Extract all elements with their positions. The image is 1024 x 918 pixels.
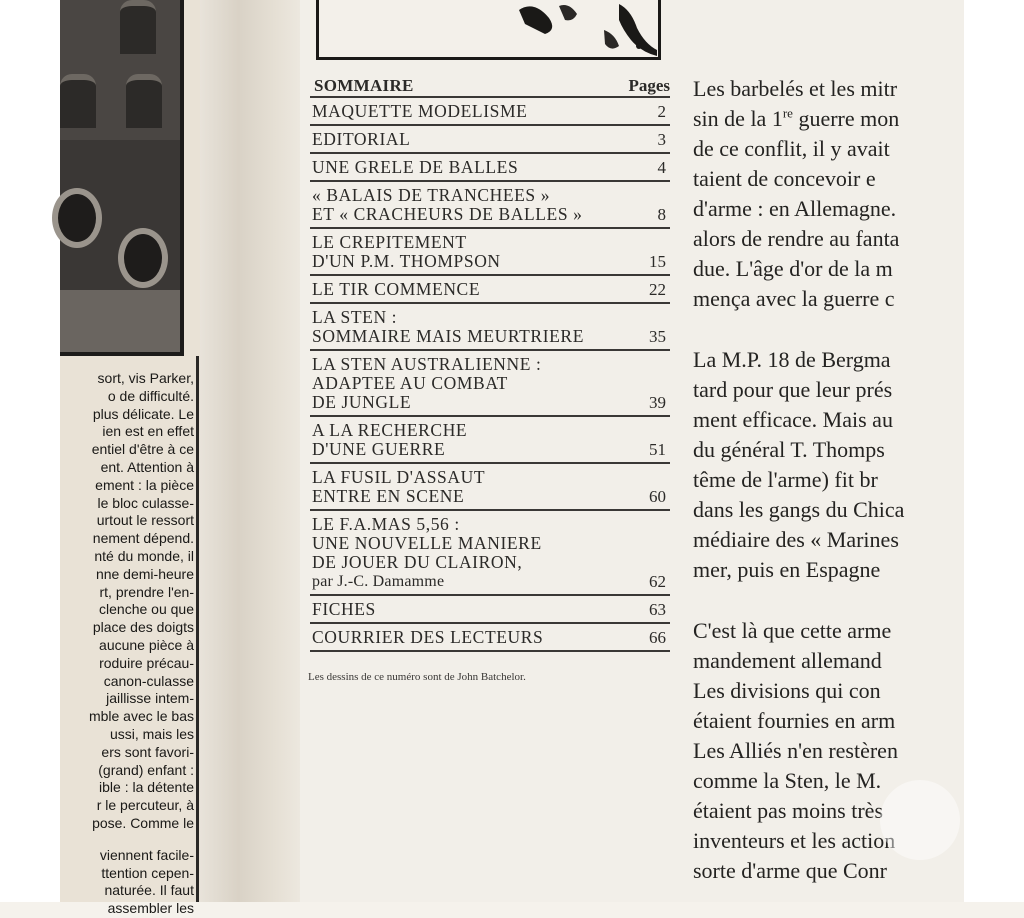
toc-entry-title: A LA RECHERCHE [312, 420, 468, 440]
left-text-line: pose. Comme le [92, 814, 194, 831]
article-line: Les Alliés n'en restèren [693, 738, 898, 763]
toc-page-number: 35 [649, 327, 666, 346]
article-line: tard pour que leur prés [693, 377, 893, 402]
toc-page-number: 22 [649, 280, 666, 299]
left-text-line: (grand) enfant : [98, 761, 194, 778]
left-text-line: ien est en effet [102, 423, 194, 440]
left-text-line: clenche ou que [99, 601, 194, 618]
road [60, 290, 182, 352]
left-text-line: ussi, mais les [109, 725, 194, 742]
article-line: étaient fournies en arm [693, 708, 896, 733]
toc-entry-title: SOMMAIRE MAIS MEURTRIERE [312, 326, 584, 346]
toc-entry [310, 98, 670, 126]
paragraph-gap [693, 314, 964, 345]
toc-entry-title: DE JOUER DU CLAIRON, [312, 552, 523, 572]
toc-entry-title: LA STEN AUSTRALIENNE : [312, 354, 542, 374]
left-text-line: sort, vis Parker, [97, 370, 194, 386]
article-line: de ce conflit, il y avait [693, 136, 890, 161]
article-line: sin de la 1re guerre mon [693, 105, 900, 131]
toc-entry-title: « BALAIS DE TRANCHEES » [312, 185, 551, 205]
article-line: du général T. Thomps [693, 437, 885, 462]
toc-title: SOMMAIRE [314, 76, 414, 95]
left-text-line: o de difficulté. [107, 387, 194, 404]
toc-entry [310, 624, 670, 652]
article-line: mer, puis en Espagne [693, 557, 881, 582]
toc-page-number: 2 [657, 102, 666, 121]
book-gutter [200, 0, 310, 902]
left-text-line: ent. Attention à [100, 458, 194, 475]
article-line-tail: guerre mon [792, 106, 900, 131]
left-text-line: rt, prendre l'en- [99, 583, 194, 600]
toc-page-number: 60 [649, 487, 666, 506]
article-line: dans les gangs du Chica [693, 497, 905, 522]
text-box-border [196, 356, 199, 902]
left-text-column [60, 370, 194, 918]
left-text-line: jaillisse intem- [106, 690, 194, 707]
toc-entry-title: ADAPTEE AU COMBAT [312, 373, 508, 393]
left-text-line: nement dépend. [92, 530, 194, 547]
watermark [880, 780, 960, 860]
article-line: C'est là que cette arme [693, 618, 892, 643]
car-wheel [52, 188, 102, 248]
left-text-line: place des doigts [92, 619, 194, 636]
toc-page-number: 15 [649, 252, 666, 271]
toc-page-number: 63 [649, 600, 666, 619]
article-line: Les barbelés et les mitr [693, 76, 898, 101]
toc-entry [310, 154, 670, 182]
toc-entry-title: EDITORIAL [312, 129, 411, 149]
left-text-line: naturée. Il faut [104, 882, 194, 899]
toc-entry-title: COURRIER DES LECTEURS [312, 627, 544, 647]
toc-entry-title: LE CREPITEMENT [312, 232, 467, 252]
left-edge [0, 0, 60, 902]
toc-entry-title: ET « CRACHEURS DE BALLES » [312, 204, 583, 224]
toc-entry [310, 304, 670, 351]
soldier-drawing [319, 0, 659, 58]
toc-entry [310, 464, 670, 511]
left-text-line: urtout le ressort [96, 512, 194, 529]
left-text-line: aucune pièce à [99, 636, 194, 653]
toc-entry-title: ENTRE EN SCENE [312, 486, 465, 506]
ordinal-superscript: re [782, 105, 793, 121]
toc-page-number: 66 [649, 628, 666, 647]
article-line: mandement allemand [693, 648, 882, 673]
left-text-line: plus délicate. Le [92, 405, 194, 422]
toc-page-number: 39 [649, 393, 666, 412]
toc-entry-title: MAQUETTE MODELISME [312, 101, 528, 121]
car-photo [60, 0, 182, 352]
left-text-line: assembler les [107, 900, 194, 917]
toc-entry [310, 126, 670, 154]
toc-entry-title: LA FUSIL D'ASSAUT [312, 467, 486, 487]
article-line: mença avec la guerre c [693, 286, 895, 311]
toc-entry [310, 276, 670, 304]
left-text-line: nne demi-heure [95, 565, 194, 582]
toc-entry-title: FICHES [312, 599, 376, 619]
left-page [60, 0, 200, 917]
article-line: ment efficace. Mais au [693, 407, 893, 432]
toc-page-number: 62 [649, 572, 666, 591]
toc-entry-title: DE JUNGLE [312, 392, 412, 412]
article-column [693, 74, 964, 886]
toc-page-number: 3 [657, 130, 666, 149]
article-line: due. L'âge d'or de la m [693, 256, 893, 281]
left-text-line: nté du monde, il [94, 547, 194, 564]
toc-entry [310, 417, 670, 464]
toc-entry-title: LE F.A.MAS 5,56 : [312, 514, 460, 534]
article-line: d'arme : en Allemagne. [693, 196, 897, 221]
car-wheel [118, 228, 168, 288]
left-text-line: viennent facile- [99, 846, 194, 863]
photo-border [60, 352, 184, 356]
left-text-line: mble avec le bas [88, 708, 194, 725]
left-text-line: ement : la pièce [95, 476, 194, 493]
building-window [120, 0, 156, 54]
left-text-line: ible : la détente [99, 779, 194, 796]
building-window [126, 74, 162, 128]
toc-entry-title: par J.-C. Damamme [312, 573, 445, 590]
right-edge [964, 0, 1024, 902]
toc-entry-title: LE TIR COMMENCE [312, 279, 481, 299]
article-line: alors de rendre au fanta [693, 226, 900, 251]
building-window [60, 74, 96, 128]
toc-entry [310, 182, 670, 229]
table-of-contents [310, 74, 670, 652]
left-text-line: ttention cepen- [101, 864, 194, 881]
article-line: tême de l'arme) fit br [693, 467, 878, 492]
article-line: sorte d'arme que Conr [693, 858, 887, 883]
article-line: Les divisions qui con [693, 678, 881, 703]
toc-entry-title: UNE GRELE DE BALLES [312, 157, 519, 177]
toc-page-number: 8 [657, 205, 666, 224]
left-text-line: entiel d'être à ce [91, 441, 194, 458]
article-line: étaient pas moins très [693, 798, 884, 823]
article-line: La M.P. 18 de Bergma [693, 347, 891, 372]
pages-label: Pages [628, 76, 670, 95]
toc-entry [310, 596, 670, 624]
toc-page-number: 51 [649, 440, 666, 459]
left-text-line: ers sont favori- [101, 743, 194, 760]
article-line: médiaire des « Marines [693, 527, 899, 552]
article-line: comme la Sten, le M. [693, 768, 882, 793]
toc-entry [310, 229, 670, 276]
paragraph-gap [693, 585, 964, 616]
top-illustration [316, 0, 661, 60]
paragraph-gap [60, 833, 194, 847]
toc-entry-title: LA STEN : [312, 307, 398, 327]
toc-entry-title: D'UNE GUERRE [312, 439, 446, 459]
toc-entries [310, 98, 670, 652]
toc-entry [310, 511, 670, 596]
article-line: taient de concevoir e [693, 166, 876, 191]
toc-entry-title: D'UN P.M. THOMPSON [312, 251, 501, 271]
left-text-line: roduire précau- [99, 654, 194, 671]
toc-entry-title: UNE NOUVELLE MANIERE [312, 533, 542, 553]
left-text-line: canon-culasse [103, 672, 194, 689]
toc-page-number: 4 [657, 158, 666, 177]
left-text-line: le bloc culasse- [97, 494, 194, 511]
article-line: inventeurs et les action [693, 828, 896, 853]
toc-entry [310, 351, 670, 417]
left-text-line: r le percuteur, à [96, 797, 194, 814]
photo-border [180, 0, 184, 356]
toc-header [310, 74, 670, 98]
illustration-credit: Les dessins de ce numéro sont de John Batchelor. [308, 671, 526, 683]
